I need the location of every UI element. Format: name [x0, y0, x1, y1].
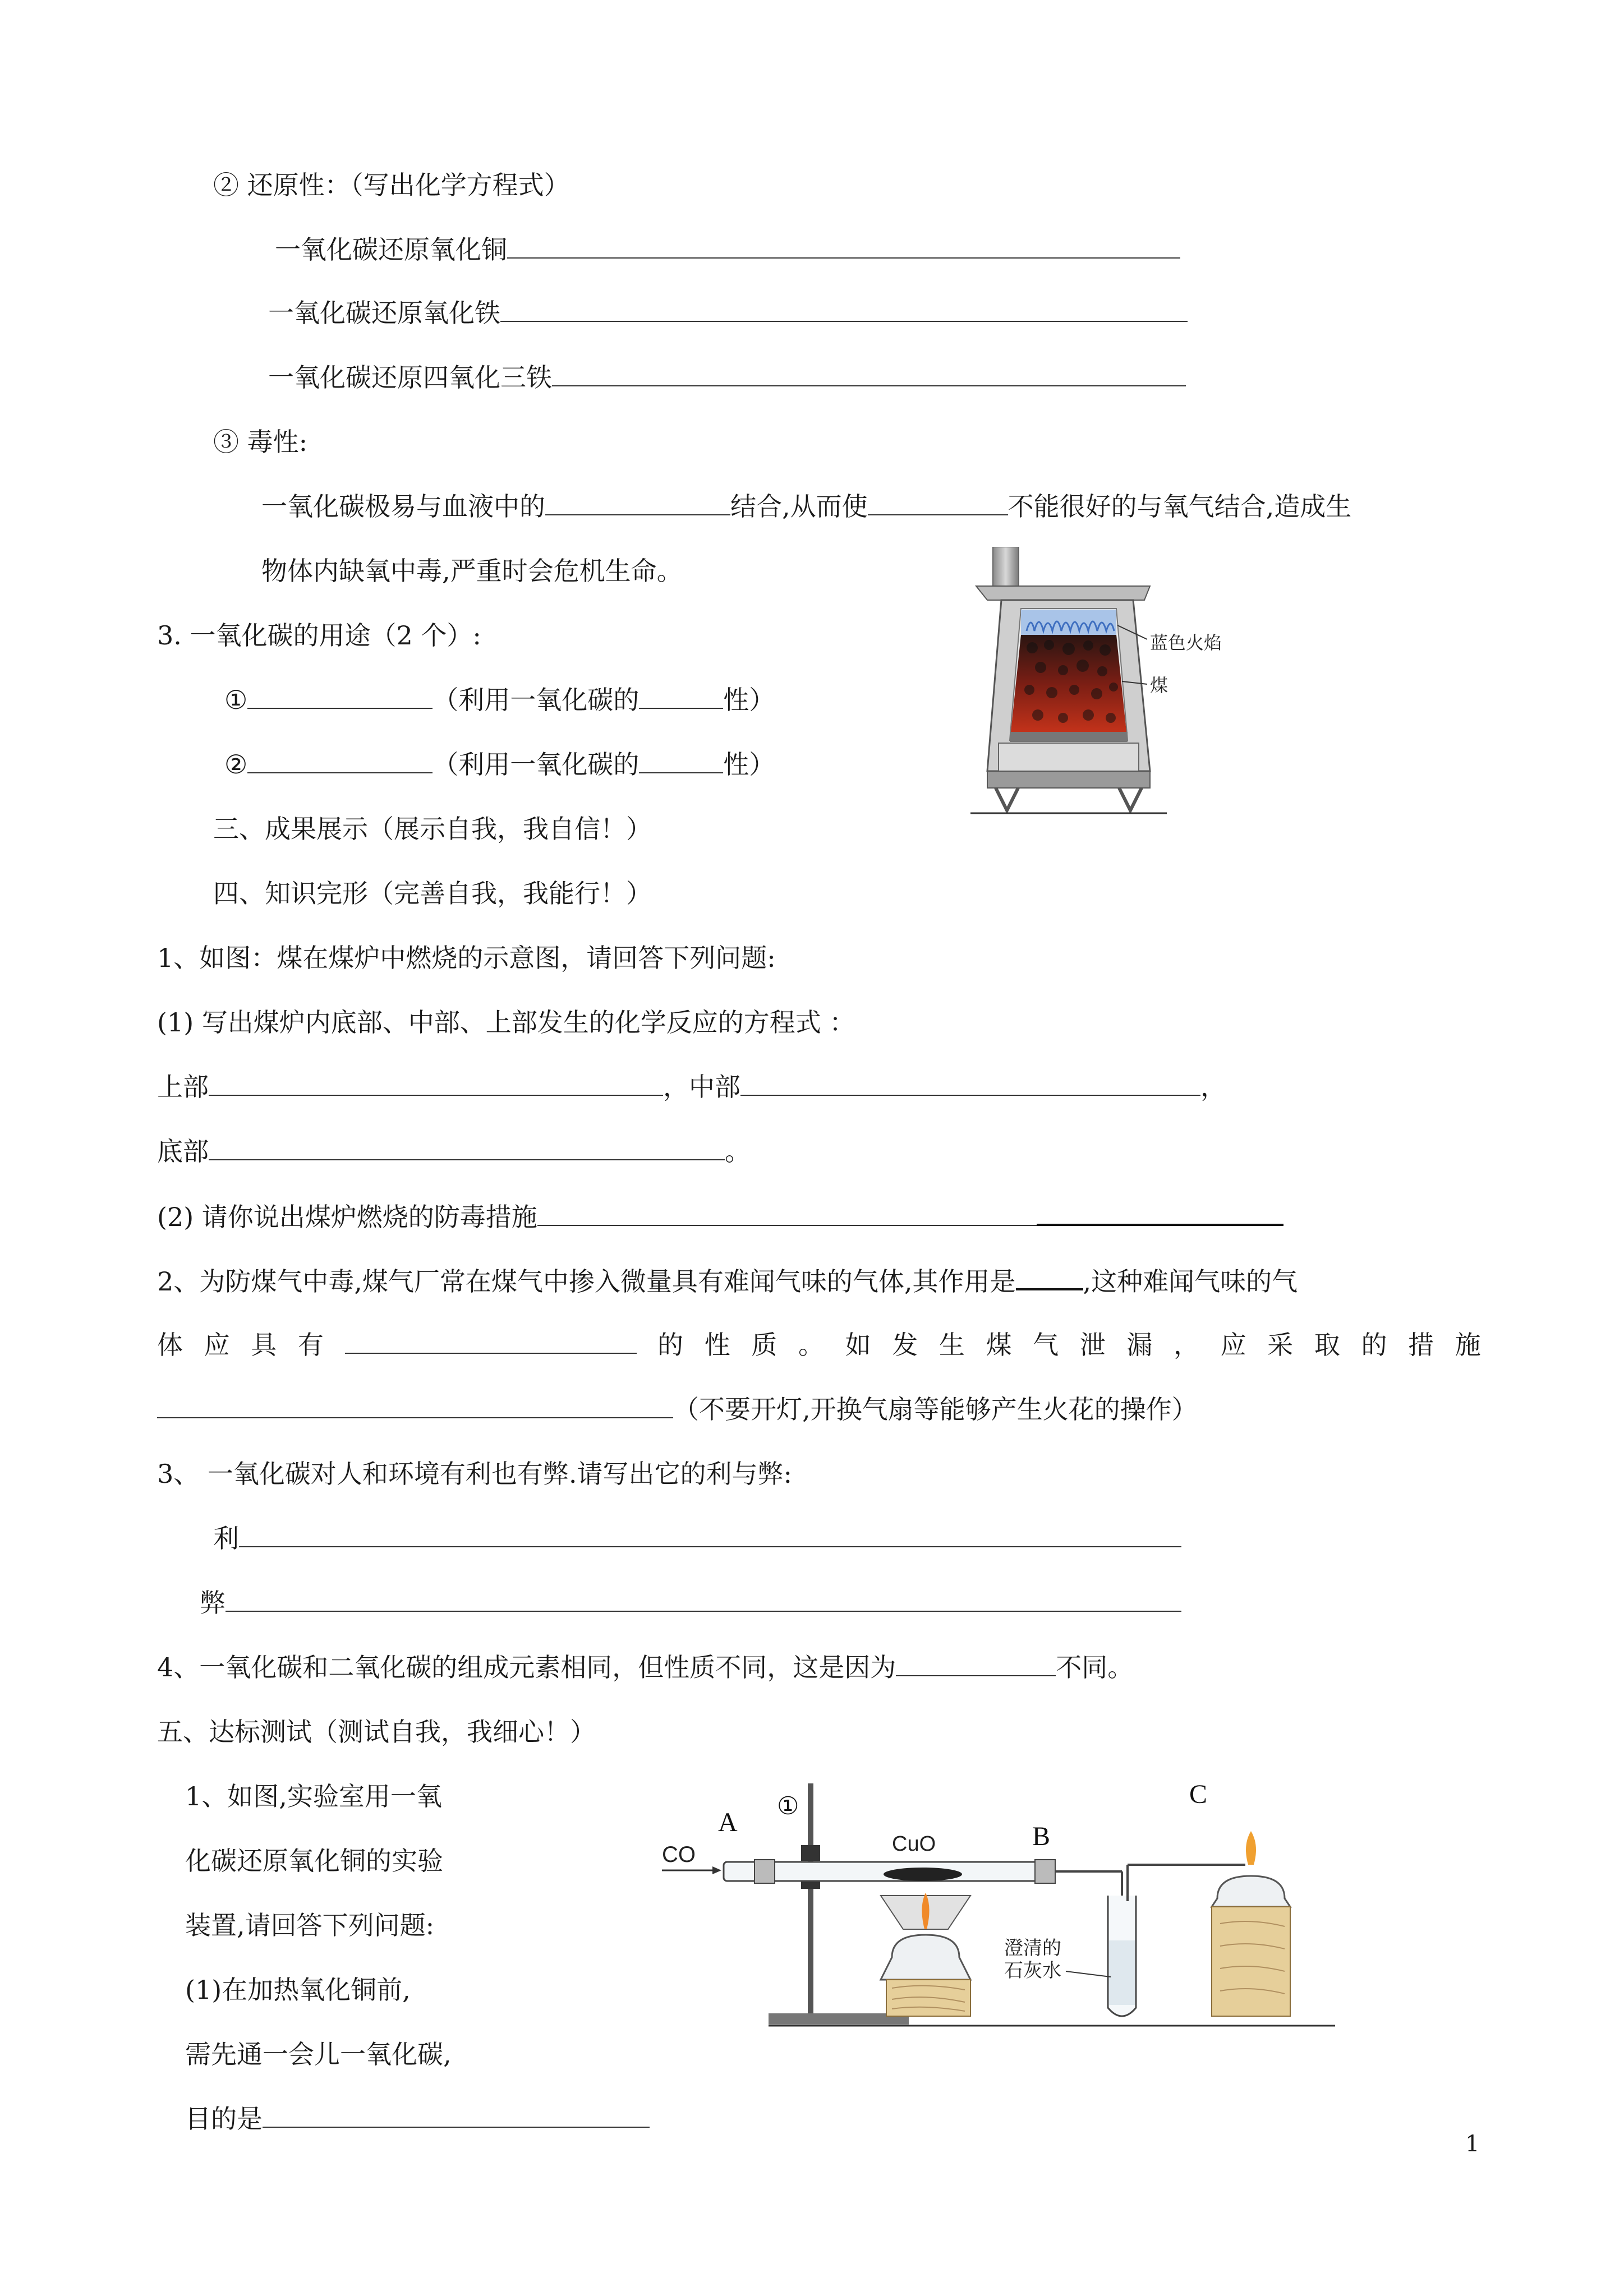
limewater-label-1: 澄清的: [1004, 1937, 1061, 1960]
t1-line-6: [185, 2102, 650, 2136]
q2-word: 质: [751, 1330, 778, 1360]
q1-mid-end: ，: [1200, 1072, 1226, 1102]
burner-flame: [1246, 1831, 1256, 1865]
use-2-line: [224, 748, 775, 781]
q2-word: 气: [1033, 1330, 1059, 1360]
t1-purpose-blank[interactable]: [263, 2102, 650, 2128]
use-1-suffix: 性）: [723, 685, 775, 715]
stopper-b: [1035, 1860, 1055, 1883]
q2-word: 采: [1267, 1330, 1294, 1360]
q2-word: 的: [1361, 1330, 1387, 1360]
q1-top-mid-line: [157, 1070, 1226, 1104]
stand-clamp: [801, 1845, 820, 1861]
reduction-heading: ② 还原性：（写出化学方程式）: [213, 170, 570, 200]
q2-word: ，: [1174, 1330, 1199, 1360]
q1-bottom-blank[interactable]: [209, 1135, 725, 1160]
alcohol-lamp: [881, 1935, 970, 1980]
cuo-label: 一氧化碳还原氧化铜: [275, 234, 507, 265]
flame-label: 蓝色火焰: [1150, 632, 1222, 653]
limewater-label-2: 石灰水: [1004, 1960, 1061, 1982]
q4-text-b: 不同。: [1056, 1652, 1134, 1682]
toxicity-text-c: 不能很好的与氧气结合,造成生: [1007, 491, 1352, 522]
toxicity-text-b: 结合,从而使: [730, 491, 868, 522]
cuo-powder: [884, 1868, 962, 1881]
cuo-blank[interactable]: [507, 233, 1180, 259]
q3-disadvantage-label: 弊: [200, 1588, 226, 1618]
coal-label: 煤: [1150, 675, 1168, 696]
use-2-property-blank[interactable]: [639, 748, 723, 773]
q3-stem: 3、 一氧化碳对人和环境有利也有弊.请写出它的利与弊:: [157, 1459, 793, 1489]
limewater: [1109, 1940, 1135, 2005]
toxicity-blank-1[interactable]: [545, 490, 730, 515]
q3-advantage-line: [213, 1522, 1181, 1555]
q4-text-a: 4、一氧化碳和二氧化碳的组成元素相同，但性质不同，这是因为: [157, 1652, 896, 1682]
t1-line-2: 化碳还原氧化铜的实验: [185, 1846, 443, 1876]
iron-stand-rod: [808, 1783, 813, 2019]
q2-word: 取: [1314, 1330, 1340, 1360]
q2-word: 生: [938, 1330, 965, 1360]
use-1-text: （利用一氧化碳的: [433, 685, 640, 715]
q2-word: 发: [892, 1330, 918, 1360]
q3-advantage-blank[interactable]: [239, 1522, 1181, 1547]
q4-blank[interactable]: [896, 1650, 1056, 1676]
q2-purpose-blank[interactable]: [1016, 1264, 1083, 1290]
q2-text-b: ,这种难闻气味的气: [1083, 1266, 1298, 1297]
q2-measure-blank[interactable]: [157, 1393, 673, 1418]
q2-word: 。: [798, 1330, 824, 1360]
q1-bottom-end: 。: [725, 1136, 751, 1167]
toxicity-text-a: 一氧化碳极易与血液中的: [261, 491, 545, 522]
q1-part-2-label: (2) 请你说出煤炉燃烧的防毒措施: [157, 1202, 537, 1232]
label-c: C: [1189, 1779, 1208, 1809]
q2-line-1: [157, 1264, 1298, 1298]
toxicity-line-2: 物体内缺氧中毒,严重时会危机生命。: [261, 556, 683, 586]
co-reduction-apparatus-figure: [656, 1767, 1363, 2047]
use-2-number: ②: [224, 749, 248, 780]
q3-disadvantage-blank[interactable]: [226, 1586, 1181, 1612]
q3-disadvantage-line: [200, 1586, 1181, 1620]
q3-advantage-label: 利: [213, 1523, 239, 1553]
t1-line-3: 装置,请回答下列问题:: [185, 1910, 435, 1940]
q2-word: 应: [1220, 1330, 1246, 1360]
coal-stove-figure: [965, 547, 1279, 838]
q1-part-2-blank[interactable]: [537, 1200, 1037, 1226]
section-5-heading: 五、达标测试（测试自我，我细心！）: [157, 1717, 596, 1747]
q1-part-2-line: [157, 1199, 1283, 1234]
q2-word: 体: [157, 1330, 183, 1360]
q1-top-label: 上部: [157, 1072, 209, 1102]
stove-base: [987, 771, 1150, 788]
toxicity-heading: ③ 毒性:: [213, 427, 308, 457]
q2-property-blank[interactable]: [345, 1328, 637, 1354]
use-1-property-blank[interactable]: [639, 683, 723, 709]
page-number: 1: [1465, 2131, 1480, 2157]
q1-mid-label: ，中部: [663, 1072, 740, 1102]
q2-line-2: [157, 1328, 1481, 1362]
use-1-line: [224, 683, 775, 717]
q2-word: 性: [704, 1330, 730, 1360]
stopper-a: [755, 1860, 775, 1883]
t1-line-5: 需先通一会儿一氧化碳,: [185, 2039, 452, 2069]
label-co: CO: [662, 1842, 696, 1867]
label-a: A: [718, 1808, 738, 1837]
q4-line: [157, 1650, 1133, 1684]
q1-mid-blank[interactable]: [740, 1070, 1200, 1096]
fe3o4-line: [268, 361, 1186, 394]
q2-word: 措: [1408, 1330, 1434, 1360]
label-cuo: CuO: [892, 1832, 936, 1856]
limewater-leader: [1066, 1971, 1111, 1977]
q2-word: 施: [1455, 1330, 1481, 1360]
q1-stem: 1、如图：煤在煤炉中燃烧的示意图，请回答下列问题:: [157, 943, 776, 973]
burner-lamp: [1212, 1876, 1290, 1907]
co-inlet-arrow: [712, 1866, 721, 1874]
chimney-pipe: [993, 547, 1019, 586]
ash-box: [999, 743, 1139, 771]
toxicity-line-1: [261, 490, 1351, 523]
label-one: ①: [777, 1792, 799, 1820]
fe2o3-line: [268, 296, 1188, 330]
fe2o3-blank[interactable]: [500, 296, 1188, 322]
use-2-blank[interactable]: [247, 748, 433, 773]
q2-word: 如: [845, 1330, 871, 1360]
q2-word: 具: [251, 1330, 277, 1360]
t1-line-4: (1)在加热氧化铜前,: [185, 1975, 411, 2005]
uses-heading: 3. 一氧化碳的用途（2 个）:: [157, 620, 481, 651]
q2-word: 应: [204, 1330, 230, 1360]
q1-part-1: (1) 写出煤炉内底部、中部、上部发生的化学反应的方程式 ：: [157, 1007, 855, 1038]
grate: [1010, 732, 1128, 742]
q2-text-e: （不要开灯,开换气扇等能够产生火花的操作）: [673, 1394, 1198, 1424]
section-3-heading: 三、成果展示（展示自我，我自信！）: [213, 814, 652, 844]
q2-word: 的: [657, 1330, 684, 1360]
q1-top-blank[interactable]: [209, 1070, 663, 1096]
fe2o3-label: 一氧化碳还原氧化铁: [268, 298, 500, 328]
use-1-blank[interactable]: [247, 683, 433, 709]
q1-part-2-blank-ext[interactable]: [1037, 1199, 1283, 1226]
cuo-line: [275, 233, 1180, 266]
t1-line-1: 1、如图,实验室用一氧: [185, 1781, 442, 1811]
q1-bottom-label: 底部: [157, 1136, 209, 1167]
q2-word: 漏: [1126, 1330, 1153, 1360]
stove-top-plate: [976, 586, 1150, 600]
use-2-suffix: 性）: [723, 749, 775, 780]
use-1-number: ①: [224, 685, 248, 715]
t1-purpose-label: 目的是: [185, 2104, 263, 2134]
fe3o4-blank[interactable]: [552, 361, 1186, 386]
stove-legs: [996, 788, 1142, 810]
fe3o4-label: 一氧化碳还原四氧化三铁: [268, 362, 552, 393]
q2-line-3: [157, 1393, 1198, 1426]
q2-word: 泄: [1079, 1330, 1106, 1360]
use-2-text: （利用一氧化碳的: [433, 749, 640, 780]
label-b: B: [1032, 1822, 1051, 1851]
section-4-heading: 四、知识完形（完善自我，我能行！）: [213, 878, 652, 909]
q2-text-a: 2、为防煤气中毒,煤气厂常在煤气中掺入微量具有难闻气味的气体,其作用是: [157, 1266, 1016, 1297]
q1-bottom-line: [157, 1135, 751, 1168]
q2-word: 煤: [986, 1330, 1012, 1360]
q2-word: 有: [297, 1330, 324, 1360]
toxicity-blank-2[interactable]: [868, 490, 1008, 515]
